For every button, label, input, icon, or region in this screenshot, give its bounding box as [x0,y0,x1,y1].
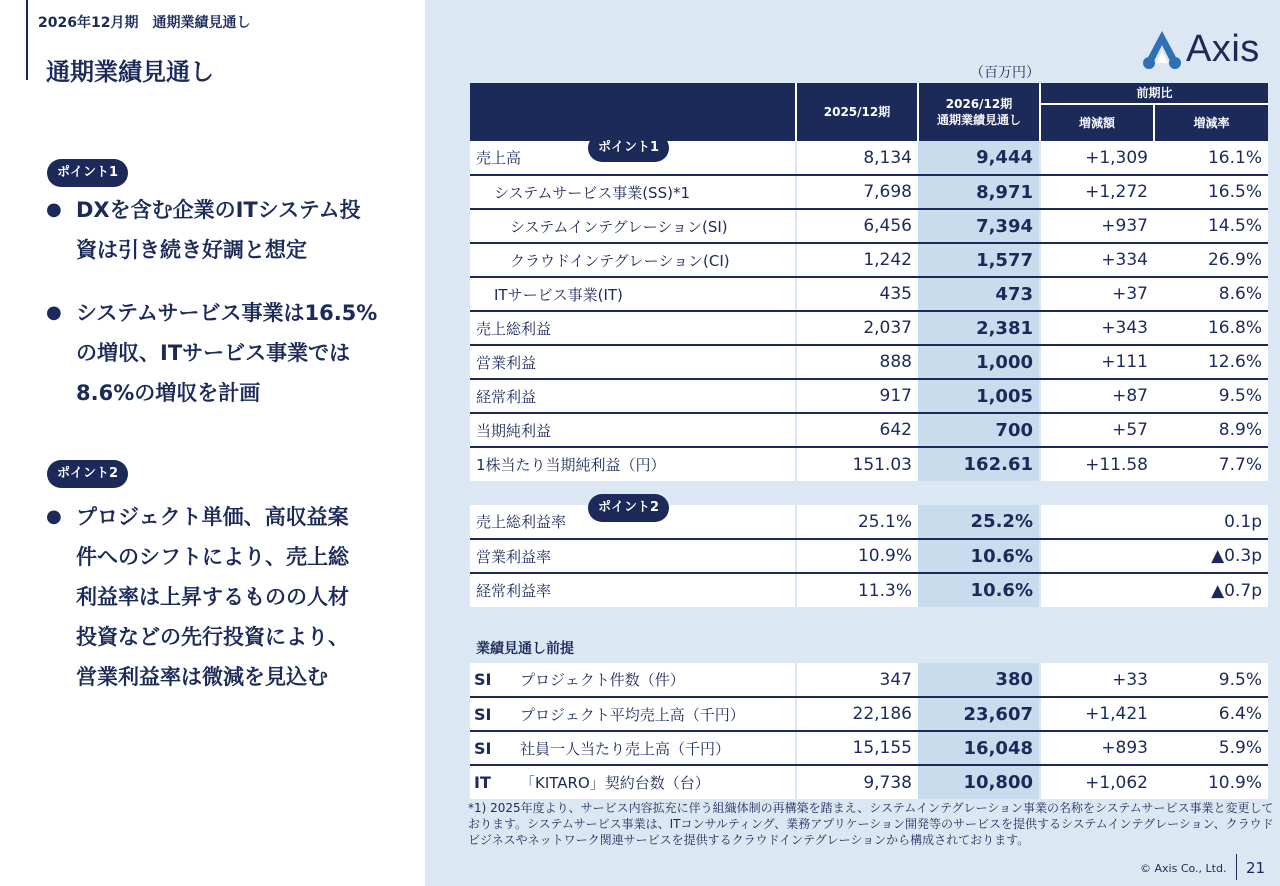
row-label: 1株当たり当期純利益（円） [470,447,796,481]
row-label: 社員一人当たり売上高（千円） [516,731,796,765]
unit-label: （百万円） [970,65,1040,81]
cell-segment: SI [470,663,516,697]
cell-forecast: 23,607 [918,697,1040,731]
cell-prev: 347 [796,663,918,697]
bullet-line: 投資などの先行投資により、 [76,625,349,649]
table-row [470,447,1268,481]
bullet-dot-icon: ● [46,199,62,220]
header-fy2026 [918,83,1040,141]
table-row [470,209,1268,243]
cell-prev: 6,456 [796,209,918,243]
cell-diff: +1,062 [1040,765,1154,799]
table-row [470,175,1268,209]
cell-forecast: 16,048 [918,731,1040,765]
cell-rate: 12.6% [1154,345,1268,379]
cell-prev: 435 [796,277,918,311]
premises-title: 業績見通し前提 [476,641,574,657]
cell-blank [1040,505,1154,539]
cell-rate: 14.5% [1154,209,1268,243]
table-header [470,83,1268,141]
point-1-bullet-2 [46,293,406,413]
header-accent-bar [26,0,28,80]
cell-diff: +1,309 [1040,141,1154,175]
cell-prev: 151.03 [796,447,918,481]
table-row [470,539,1268,573]
breadcrumb: 2026年12月期 通期業績見通し [38,15,251,31]
table-row [470,573,1268,607]
table-row [470,311,1268,345]
row-label: システムサービス事業(SS)*1 [470,175,796,209]
row-label: 当期純利益 [470,413,796,447]
table-row [470,277,1268,311]
bullet-line: 8.6%の増収を計画 [76,381,261,405]
cell-prev: 25.1% [796,505,918,539]
cell-rate: 8.6% [1154,277,1268,311]
row-label: プロジェクト平均売上高（千円） [516,697,796,731]
cell-rate: 9.5% [1154,663,1268,697]
page-number: 21 [1246,859,1266,877]
cell-rate: 10.9% [1154,765,1268,799]
bullet-dot-icon: ● [46,506,62,527]
cell-rate: 5.9% [1154,731,1268,765]
cell-segment: IT [470,765,516,799]
row-label: 「KITARO」契約台数（台） [516,765,796,799]
row-label: 営業利益率 [470,539,796,573]
cell-diff: +87 [1040,379,1154,413]
cell-blank [1040,539,1154,573]
cell-rate: 9.5% [1154,379,1268,413]
logo-text: Axis [1186,28,1260,70]
bullet-line: 件へのシフトにより、売上総 [76,545,349,569]
header-fy2025: 2025/12期 [796,83,918,141]
cell-segment: SI [470,697,516,731]
cell-change: 0.1p [1154,505,1268,539]
cell-prev: 7,698 [796,175,918,209]
cell-rate: 16.8% [1154,311,1268,345]
cell-prev: 2,037 [796,311,918,345]
cell-segment: SI [470,731,516,765]
cell-change: ▲0.3p [1154,539,1268,573]
margin-table [470,505,1268,607]
cell-forecast: 380 [918,663,1040,697]
cell-diff: +37 [1040,277,1154,311]
cell-prev: 11.3% [796,573,918,607]
cell-rate: 16.1% [1154,141,1268,175]
row-label: クラウドインテグレーション(CI) [470,243,796,277]
cell-prev: 1,242 [796,243,918,277]
premises-table [470,663,1268,799]
table-row [470,345,1268,379]
cell-rate: 8.9% [1154,413,1268,447]
cell-forecast: 10.6% [918,539,1040,573]
table-row [470,663,1268,697]
cell-blank [1040,573,1154,607]
cell-prev: 8,134 [796,141,918,175]
row-label: システムインテグレーション(SI) [470,209,796,243]
cell-rate: 6.4% [1154,697,1268,731]
cell-diff: +57 [1040,413,1154,447]
left-panel [0,0,425,886]
cell-forecast: 1,000 [918,345,1040,379]
cell-diff: +111 [1040,345,1154,379]
bullet-dot-icon: ● [46,302,62,323]
cell-forecast: 700 [918,413,1040,447]
row-label: 経常利益率 [470,573,796,607]
cell-forecast: 7,394 [918,209,1040,243]
bullet-line: システムサービス事業は16.5% [76,301,378,325]
table-row [470,243,1268,277]
cell-forecast: 8,971 [918,175,1040,209]
cell-forecast: 1,005 [918,379,1040,413]
cell-diff: +1,272 [1040,175,1154,209]
point-1-badge: ポイント1 [47,159,128,187]
axis-logo [1140,28,1260,71]
footnote: *1) 2025年度より、サービス内容拡充に伴う組織体制の再構築を踏まえ、システムインテグレーション事業の名称をシステムサービス事業と変更しております。システムサービス事業は、ITコンサルティング、業務アプリケーション開発等のサービスを提供するシステムインテグレーション、クラウドビジネスやネットワーク関連サービスを提供するクラウドインテグレーションから構成されております。 [468,801,1274,847]
cell-forecast: 1,577 [918,243,1040,277]
cell-forecast: 10.6% [918,573,1040,607]
cell-diff: +937 [1040,209,1154,243]
table-row [470,413,1268,447]
row-label: プロジェクト件数（件） [516,663,796,697]
copyright: © Axis Co., Ltd. [1140,862,1227,875]
table-row [470,765,1268,799]
cell-prev: 9,738 [796,765,918,799]
point-2-badge: ポイント2 [47,460,128,488]
cell-diff: +334 [1040,243,1154,277]
cell-rate: 26.9% [1154,243,1268,277]
cell-diff: +33 [1040,663,1154,697]
row-label: ITサービス事業(IT) [470,277,796,311]
cell-change: ▲0.7p [1154,573,1268,607]
axis-logo-icon [1140,29,1184,71]
financial-table [470,141,1268,481]
cell-diff: +893 [1040,731,1154,765]
row-label: 売上総利益 [470,311,796,345]
header-fy2026-line1: 2026/12期 [945,97,1013,111]
point-1-bullet-1 [46,190,406,270]
cell-diff: +343 [1040,311,1154,345]
cell-diff: +11.58 [1040,447,1154,481]
bullet-line: 利益率は上昇するものの人材 [76,585,349,609]
cell-prev: 10.9% [796,539,918,573]
table-row [470,731,1268,765]
cell-forecast: 25.2% [918,505,1040,539]
cell-prev: 642 [796,413,918,447]
header-change-rate: 増減率 [1154,104,1268,141]
header-change-amount: 増減額 [1040,104,1154,141]
header-fy2026-line2: 通期業績見通し [936,113,1021,127]
cell-prev: 22,186 [796,697,918,731]
row-label: 経常利益 [470,379,796,413]
cell-prev: 917 [796,379,918,413]
header-blank [470,83,796,141]
cell-forecast: 473 [918,277,1040,311]
page-title: 通期業績見通し [46,58,214,86]
bullet-line: の増収、ITサービス事業では [76,341,351,365]
point-2-table-badge: ポイント2 [588,494,669,522]
cell-forecast: 2,381 [918,311,1040,345]
row-label: 売上高 [470,141,796,175]
point-2-bullet-1 [46,497,406,697]
table-row [470,379,1268,413]
bullet-line: 資は引き続き好調と想定 [76,238,307,262]
bullet-line: DXを含む企業のITシステム投 [76,198,361,222]
bullet-line: プロジェクト単価、高収益案 [76,505,349,529]
table-row [470,697,1268,731]
row-label: 売上総利益率 [470,505,796,539]
cell-diff: +1,421 [1040,697,1154,731]
cell-prev: 15,155 [796,731,918,765]
cell-rate: 7.7% [1154,447,1268,481]
footer-divider [1236,854,1237,880]
header-comparison: 前期比 [1040,83,1268,104]
point-1-table-badge: ポイント1 [588,134,669,162]
row-label: 営業利益 [470,345,796,379]
bullet-line: 営業利益率は微減を見込む [76,665,328,689]
cell-forecast: 9,444 [918,141,1040,175]
cell-forecast: 10,800 [918,765,1040,799]
cell-forecast: 162.61 [918,447,1040,481]
cell-prev: 888 [796,345,918,379]
cell-rate: 16.5% [1154,175,1268,209]
